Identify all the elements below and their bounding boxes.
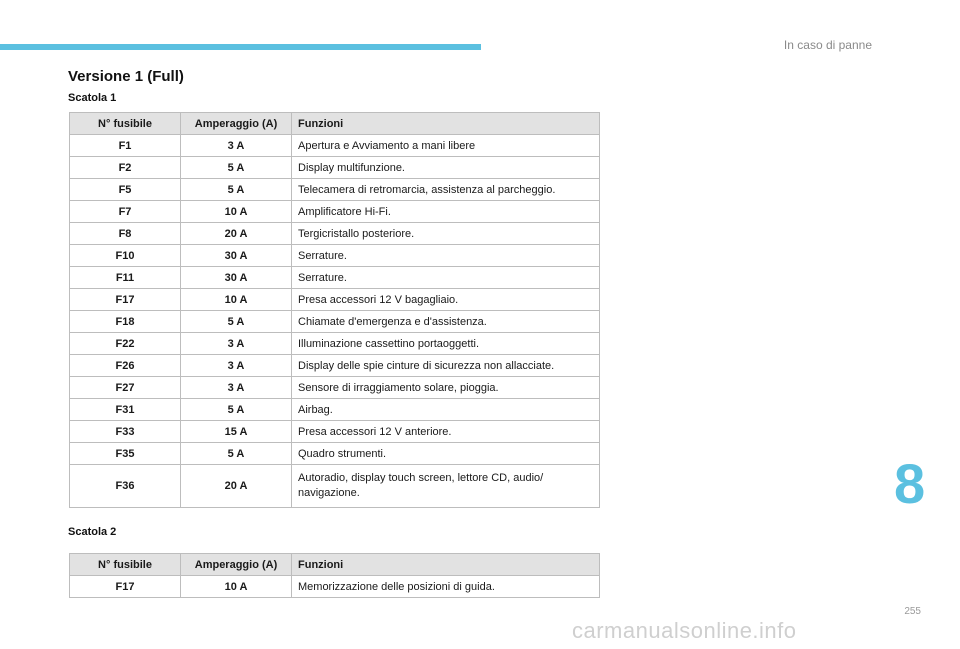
- table-row: [70, 465, 600, 508]
- amperage-cell: 5 A: [181, 443, 292, 465]
- function-cell: Apertura e Avviamento a mani libere: [292, 135, 600, 157]
- function-cell: Autoradio, display touch screen, lettore CD, audio/ navigazione.: [292, 465, 600, 508]
- fuse-number-cell: F5: [70, 179, 181, 201]
- fuse-number-cell: F27: [70, 377, 181, 399]
- column-header-functions: Funzioni: [292, 554, 600, 576]
- function-cell: Amplificatore Hi-Fi.: [292, 201, 600, 223]
- function-cell: Telecamera di retromarcia, assistenza al parcheggio.: [292, 179, 600, 201]
- fuse-table-box-1: [69, 112, 600, 508]
- amperage-cell: 5 A: [181, 311, 292, 333]
- function-cell: Airbag.: [292, 399, 600, 421]
- fuse-number-cell: F11: [70, 267, 181, 289]
- table-header-row: [70, 554, 600, 576]
- page-number: 255: [904, 606, 921, 617]
- amperage-cell: 5 A: [181, 157, 292, 179]
- amperage-cell: 10 A: [181, 289, 292, 311]
- function-cell: Illuminazione cassettino portaoggetti.: [292, 333, 600, 355]
- fuse-number-cell: F7: [70, 201, 181, 223]
- function-cell: Display multifunzione.: [292, 157, 600, 179]
- function-cell: Chiamate d'emergenza e d'assistenza.: [292, 311, 600, 333]
- function-cell: Presa accessori 12 V bagagliaio.: [292, 289, 600, 311]
- fuse-number-cell: F36: [70, 465, 181, 508]
- table-row: [70, 201, 600, 223]
- function-cell: Display delle spie cinture di sicurezza non allacciate.: [292, 355, 600, 377]
- table-row: [70, 576, 600, 598]
- table-header-row: [70, 113, 600, 135]
- function-cell: Memorizzazione delle posizioni di guida.: [292, 576, 600, 598]
- fuse-number-cell: F1: [70, 135, 181, 157]
- section-header-label: In caso di panne: [783, 38, 872, 52]
- table-row: [70, 157, 600, 179]
- table-row: [70, 333, 600, 355]
- fuse-number-cell: F26: [70, 355, 181, 377]
- amperage-cell: 15 A: [181, 421, 292, 443]
- fuse-number-cell: F17: [70, 576, 181, 598]
- amperage-cell: 3 A: [181, 355, 292, 377]
- function-cell: Serrature.: [292, 267, 600, 289]
- column-header-amperage: Amperaggio (A): [181, 554, 292, 576]
- fuse-number-cell: F33: [70, 421, 181, 443]
- amperage-cell: 3 A: [181, 377, 292, 399]
- fuse-number-cell: F31: [70, 399, 181, 421]
- fuse-number-cell: F10: [70, 245, 181, 267]
- amperage-cell: 20 A: [181, 465, 292, 508]
- amperage-cell: 5 A: [181, 179, 292, 201]
- fuse-number-cell: F2: [70, 157, 181, 179]
- table-row: [70, 377, 600, 399]
- table-row: [70, 267, 600, 289]
- function-cell: Quadro strumenti.: [292, 443, 600, 465]
- fuse-number-cell: F8: [70, 223, 181, 245]
- column-header-amperage: Amperaggio (A): [181, 113, 292, 135]
- box-2-title: Scatola 2: [68, 526, 117, 538]
- column-header-fuse-number: N° fusibile: [70, 113, 181, 135]
- amperage-cell: 3 A: [181, 135, 292, 157]
- function-cell: Serrature.: [292, 245, 600, 267]
- column-header-functions: Funzioni: [292, 113, 600, 135]
- fuse-number-cell: F35: [70, 443, 181, 465]
- table-row: [70, 245, 600, 267]
- table-row: [70, 135, 600, 157]
- amperage-cell: 20 A: [181, 223, 292, 245]
- table-row: [70, 311, 600, 333]
- amperage-cell: 5 A: [181, 399, 292, 421]
- watermark-text: carmanualsonline.info: [572, 618, 797, 643]
- table-row: [70, 443, 600, 465]
- box-1-title: Scatola 1: [68, 92, 117, 104]
- function-cell: Sensore di irraggiamento solare, pioggia.: [292, 377, 600, 399]
- table-row: [70, 223, 600, 245]
- fuse-number-cell: F17: [70, 289, 181, 311]
- function-cell: Presa accessori 12 V anteriore.: [292, 421, 600, 443]
- fuse-table-box-2: [69, 553, 600, 598]
- table-row: [70, 421, 600, 443]
- fuse-number-cell: F22: [70, 333, 181, 355]
- function-cell: Tergicristallo posteriore.: [292, 223, 600, 245]
- table-row: [70, 355, 600, 377]
- amperage-cell: 30 A: [181, 267, 292, 289]
- fuse-number-cell: F18: [70, 311, 181, 333]
- amperage-cell: 10 A: [181, 201, 292, 223]
- chapter-number: 8: [894, 452, 926, 515]
- amperage-cell: 10 A: [181, 576, 292, 598]
- table-row: [70, 289, 600, 311]
- section-title: Versione 1 (Full): [68, 68, 184, 85]
- table-row: [70, 399, 600, 421]
- amperage-cell: 3 A: [181, 333, 292, 355]
- section-color-bar: [0, 44, 481, 50]
- column-header-fuse-number: N° fusibile: [70, 554, 181, 576]
- amperage-cell: 30 A: [181, 245, 292, 267]
- table-row: [70, 179, 600, 201]
